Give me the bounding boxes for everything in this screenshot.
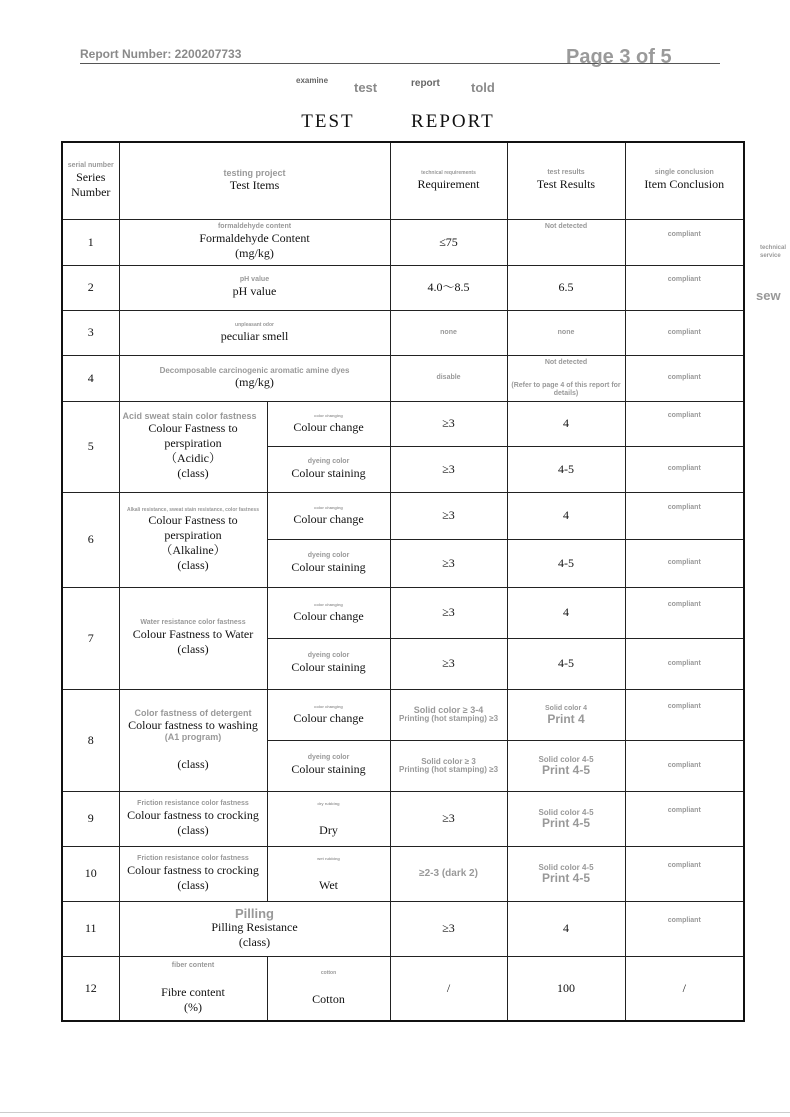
test-item: Decomposable carcinogenic aromatic amine dyes (mg/kg): [119, 355, 390, 401]
conclusion: /: [625, 956, 744, 1021]
requirement: ≥3: [390, 638, 507, 689]
overlay-report: report: [411, 78, 440, 89]
test-result: 4-5: [507, 638, 625, 689]
page-bottom-edge: [0, 1112, 790, 1113]
test-result: 6.5: [507, 265, 625, 310]
sub-item: color changing Colour change: [267, 492, 390, 539]
sub-item: wet rubbing Wet: [267, 846, 390, 901]
conclusion: compliant: [625, 740, 744, 791]
side-note-technical-service: technical service: [760, 245, 787, 259]
requirement: ≥3: [390, 401, 507, 446]
row-number: 5: [62, 401, 119, 492]
sub-item: dyeing color Colour staining: [267, 740, 390, 791]
sub-item: dyeing color Colour staining: [267, 638, 390, 689]
table-row: [62, 401, 744, 446]
test-result: Solid color 4-5 Print 4-5: [507, 740, 625, 791]
sub-item: color changing Colour change: [267, 587, 390, 638]
conclusion: compliant: [625, 265, 744, 310]
side-note-sew: sew: [756, 288, 781, 303]
test-result: 4: [507, 401, 625, 446]
test-item: fiber content Fibre content (%): [119, 956, 267, 1021]
table-row: [62, 956, 744, 1021]
sub-item: cotton Cotton: [267, 956, 390, 1021]
conclusion: compliant: [625, 846, 744, 901]
test-result: 4: [507, 901, 625, 956]
requirement: ≥3: [390, 492, 507, 539]
test-result: Not detected: [507, 219, 625, 265]
table-row: [62, 219, 744, 265]
test-item: Pilling Pilling Resistance (class): [119, 901, 390, 956]
requirement: 4.0～8.5: [390, 265, 507, 310]
row-number: 1: [62, 219, 119, 265]
test-result: Not detected (Refer to page 4 of this report for details): [507, 355, 625, 401]
row-number: 10: [62, 846, 119, 901]
conclusion: compliant: [625, 310, 744, 355]
header-series-number: serial number Series Number: [62, 142, 119, 219]
sub-item: color changing Colour change: [267, 689, 390, 740]
row-number: 6: [62, 492, 119, 587]
test-result: Solid color 4-5 Print 4-5: [507, 791, 625, 846]
sub-item: color changing Colour change: [267, 401, 390, 446]
requirement: disable: [390, 355, 507, 401]
row-number: 8: [62, 689, 119, 791]
conclusion: compliant: [625, 355, 744, 401]
requirement: /: [390, 956, 507, 1021]
requirement: ≥3: [390, 791, 507, 846]
requirement: Solid color ≥ 3-4 Printing (hot stamping) ≥3: [390, 689, 507, 740]
table-header-row: [62, 142, 744, 219]
conclusion: compliant: [625, 901, 744, 956]
requirement: ≤75: [390, 219, 507, 265]
table-row: [62, 355, 744, 401]
requirement: ≥3: [390, 901, 507, 956]
test-result: 4: [507, 587, 625, 638]
table-row: [62, 310, 744, 355]
overlay-test: test: [354, 80, 378, 95]
header-requirement: technical requirements Requirement: [390, 142, 507, 219]
test-result: 4-5: [507, 539, 625, 587]
header-item-conclusion: single conclusion Item Conclusion: [625, 142, 744, 219]
row-number: 12: [62, 956, 119, 1021]
requirement: none: [390, 310, 507, 355]
conclusion: compliant: [625, 587, 744, 638]
conclusion: compliant: [625, 791, 744, 846]
conclusion: compliant: [625, 539, 744, 587]
test-result: 100: [507, 956, 625, 1021]
sub-item: dyeing color Colour staining: [267, 446, 390, 492]
test-item: Color fastness of detergent Colour fastness to washing (A1 program) (class): [119, 689, 267, 791]
requirement: Solid color ≥ 3 Printing (hot stamping) ≥3: [390, 740, 507, 791]
conclusion: compliant: [625, 446, 744, 492]
overlay-told: told: [471, 80, 495, 95]
row-number: 9: [62, 791, 119, 846]
row-number: 4: [62, 355, 119, 401]
test-item: unpleasant odor peculiar smell: [119, 310, 390, 355]
table-row: [62, 587, 744, 638]
row-number: 11: [62, 901, 119, 956]
conclusion: compliant: [625, 401, 744, 446]
test-result: Solid color 4 Print 4: [507, 689, 625, 740]
test-results-table: [61, 141, 745, 1022]
row-number: 7: [62, 587, 119, 689]
overlay-examine: examine: [296, 76, 329, 85]
test-item: Water resistance color fastness Colour Fastness to Water (class): [119, 587, 267, 689]
report-number: Report Number: 2200207733: [80, 47, 242, 61]
document-title: TEST REPORT: [301, 111, 495, 132]
table-row: [62, 689, 744, 740]
header-test-results: test results Test Results: [507, 142, 625, 219]
row-number: 3: [62, 310, 119, 355]
test-result: 4: [507, 492, 625, 539]
page-indicator: Page 3 of 5: [566, 46, 672, 68]
conclusion: compliant: [625, 219, 744, 265]
test-item: pH value pH value: [119, 265, 390, 310]
sub-item: dyeing color Colour staining: [267, 539, 390, 587]
test-result: Solid color 4-5 Print 4-5: [507, 846, 625, 901]
header-test-items: testing project Test Items: [119, 142, 390, 219]
sub-item: dry rubbing Dry: [267, 791, 390, 846]
test-item: Alkali resistance, sweat stain resistance, color fastness Colour Fastness to perspiration （Alkaline） (class): [119, 492, 267, 587]
table-row: [62, 492, 744, 539]
conclusion: compliant: [625, 689, 744, 740]
table-row: [62, 846, 744, 901]
test-item: Friction resistance color fastness Colour fastness to crocking (class): [119, 791, 267, 846]
row-number: 2: [62, 265, 119, 310]
table-row: [62, 265, 744, 310]
test-result: 4-5: [507, 446, 625, 492]
test-item: Friction resistance color fastness Colour fastness to crocking (class): [119, 846, 267, 901]
requirement: ≥2-3 (dark 2): [390, 846, 507, 901]
requirement: ≥3: [390, 446, 507, 492]
test-item: Acid sweat stain color fastness Colour Fastness to perspiration （Acidic） (class): [119, 401, 267, 492]
test-item: formaldehyde content Formaldehyde Content (mg/kg): [119, 219, 390, 265]
conclusion: compliant: [625, 638, 744, 689]
conclusion: compliant: [625, 492, 744, 539]
table-row: [62, 791, 744, 846]
requirement: ≥3: [390, 539, 507, 587]
test-result: none: [507, 310, 625, 355]
table-row: [62, 901, 744, 956]
requirement: ≥3: [390, 587, 507, 638]
